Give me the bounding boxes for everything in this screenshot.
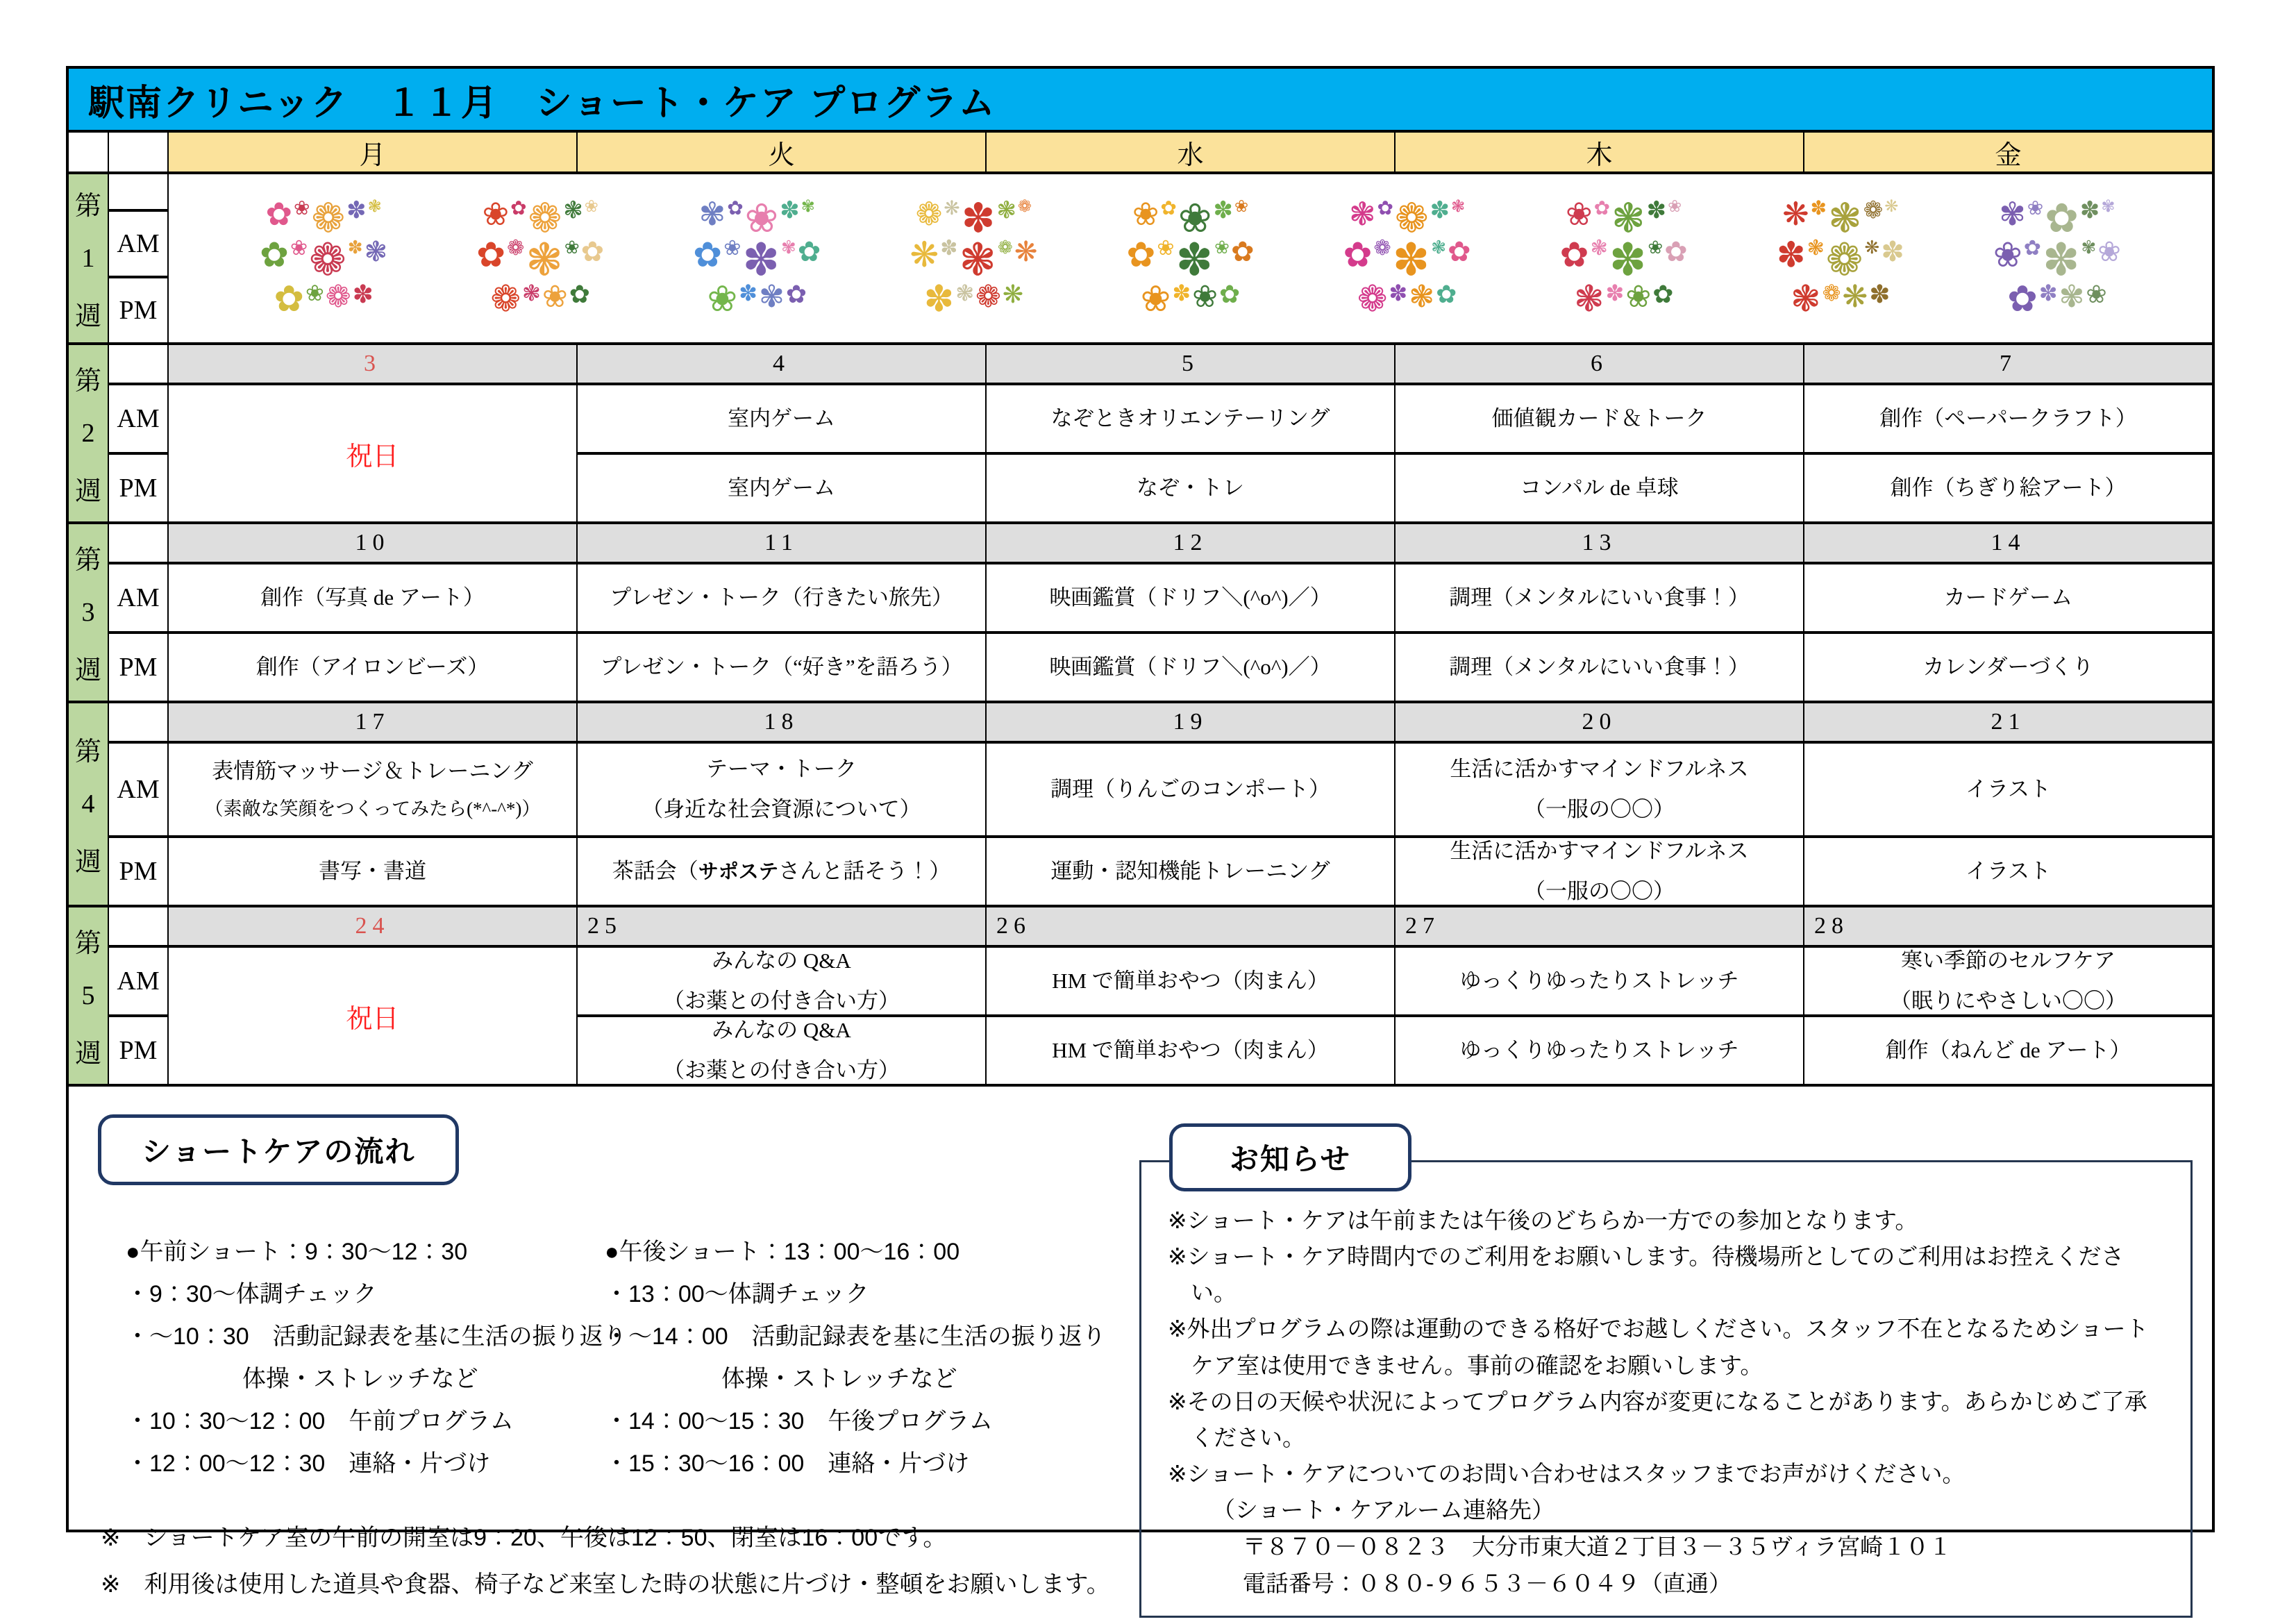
week-4-am-label: AM bbox=[109, 744, 167, 835]
day-header-monday: 月 bbox=[169, 133, 576, 171]
title-bar bbox=[69, 69, 2212, 130]
cell-w4-thu-am: 生活に活かすマインドフルネス （一服の〇〇） bbox=[1396, 744, 1803, 835]
morning-item: ・10：30～12：00 午前プログラム bbox=[126, 1408, 514, 1434]
day-header-tuesday: 火 bbox=[578, 133, 985, 171]
week-2-am-label: AM bbox=[109, 385, 167, 452]
contact-label: （ショート・ケアルーム連絡先） bbox=[1212, 1497, 1555, 1523]
flow-columns bbox=[126, 1232, 1139, 1487]
cell-w3-tue-pm: プレゼン・トーク（“好き”を語ろう） bbox=[578, 634, 985, 701]
holiday-cell-nov24: 祝日 bbox=[169, 948, 576, 1084]
date-27: 27 bbox=[1396, 907, 1803, 945]
autumn-leaves-illustration: ❋ ✽ ❃ ❁ ❋ ✽ ❃ ❁ ❋ ✽ ❃ ❁ ❋ ✽ bbox=[1776, 196, 1904, 320]
week-4-pm-label: PM bbox=[109, 838, 167, 905]
week-5-am-label: AM bbox=[109, 948, 167, 1014]
contact-address: 〒８７０－０８２３ 大分市東大道２丁目３－３５ヴィラ宮崎１０１ bbox=[1243, 1533, 1952, 1559]
date-6: 6 bbox=[1396, 345, 1803, 383]
week-1-am-label: AM bbox=[109, 212, 167, 276]
flow-notes bbox=[101, 1518, 1139, 1599]
week-5-date-spacer bbox=[109, 907, 167, 945]
cell-w3-wed-pm: 映画鑑賞（ドリフ＼(^o^)／） bbox=[987, 634, 1394, 701]
morning-flow-column bbox=[126, 1232, 627, 1487]
camellia-branch-illustration: ❀ ✿ ❃ ✽ ❀ ✿ ❃ ✽ ❀ ✿ ❃ ✽ ❀ ✿ bbox=[1559, 196, 1688, 320]
notice-line: ※その日の天候や状況によってプログラム内容が変更になることがあります。あらかじめご了承ください。 bbox=[1168, 1388, 2147, 1450]
week-5-block bbox=[69, 907, 2212, 1084]
morning-item: ・9：30～体調チェック bbox=[126, 1281, 377, 1307]
date-18: 18 bbox=[578, 703, 985, 741]
cell-w3-fri-pm: カレンダーづくり bbox=[1804, 634, 2212, 701]
cell-w2-wed-pm: なぞ・トレ bbox=[987, 455, 1394, 521]
notice-line: ※ショート・ケアは午前または午後のどちらか一方での参加となります。 bbox=[1168, 1207, 1918, 1233]
cell-w4-tue-am: テーマ・トーク （身近な社会資源について） bbox=[578, 744, 985, 835]
week-3-am-label: AM bbox=[109, 564, 167, 631]
cell-w3-wed-am: 映画鑑賞（ドリフ＼(^o^)／） bbox=[987, 564, 1394, 631]
short-care-flow-section bbox=[98, 1114, 1139, 1618]
date-25: 25 bbox=[578, 907, 985, 945]
week-2-pm-label: PM bbox=[109, 455, 167, 521]
afternoon-flow-column bbox=[605, 1232, 1106, 1487]
cell-w5-fri-pm: 創作（ねんど de アート） bbox=[1804, 1017, 2212, 1084]
week-1-date-spacer bbox=[109, 174, 167, 209]
flow-title-box: ショートケアの流れ bbox=[98, 1114, 459, 1185]
week-3-block bbox=[69, 524, 2212, 701]
cell-w5-thu-am: ゆっくりゆったりストレッチ bbox=[1396, 948, 1803, 1014]
cell-w2-wed-am: なぞときオリエンテーリング bbox=[987, 385, 1394, 452]
pink-red-flower-mix-illustration: ✿ ❀ ❁ ✽ ❃ ✿ ❀ ❁ ✽ ❃ ✿ ❀ ❁ ✽ bbox=[260, 196, 388, 320]
afternoon-item: ・～14：00 活動記録表を基に生活の振り返り bbox=[605, 1323, 1106, 1350]
cell-w3-fri-am: カードゲーム bbox=[1804, 564, 2212, 631]
sapo-sute-bold: サポステ bbox=[698, 860, 779, 883]
afternoon-item-indent: 体操・ストレッチなど bbox=[721, 1366, 957, 1392]
week-5-label: 第 5 週 bbox=[69, 907, 108, 1084]
header-spacer bbox=[109, 133, 167, 171]
afternoon-item: ・14：00～15：30 午後プログラム bbox=[605, 1408, 993, 1434]
cell-w4-mon-am: 表情筋マッサージ＆トレーニング （素敵な笑顔をつくってみたら(*^-^*)） bbox=[169, 744, 576, 835]
morning-item: ・～10：30 活動記録表を基に生活の振り返り bbox=[126, 1323, 627, 1350]
flow-note: ※ 利用後は使用した道具や食器、椅子など来室した時の状態に片づけ・整頓をお願いします。 bbox=[101, 1571, 1110, 1598]
holiday-cell-nov3: 祝日 bbox=[169, 385, 576, 521]
bottom-section bbox=[69, 1087, 2212, 1618]
date-13: 13 bbox=[1396, 524, 1803, 562]
cell-w4-thu-pm: 生活に活かすマインドフルネス （一服の〇〇） bbox=[1396, 838, 1803, 905]
cell-w2-fri-am: 創作（ペーパークラフト） bbox=[1804, 385, 2212, 452]
week-4-label: 第 4 週 bbox=[69, 703, 108, 905]
date-7: 7 bbox=[1804, 345, 2212, 383]
date-10: 10 bbox=[169, 524, 576, 562]
morning-item: ・12：00～12：30 連絡・片づけ bbox=[126, 1450, 491, 1477]
afternoon-item: ・15：30～16：00 連絡・片づけ bbox=[605, 1450, 970, 1477]
notice-title-box: お知らせ bbox=[1169, 1123, 1411, 1191]
week-2-date-spacer bbox=[109, 345, 167, 383]
day-header-wednesday: 水 bbox=[987, 133, 1394, 171]
date-3: 3 bbox=[169, 345, 576, 383]
day-header-row bbox=[69, 133, 2212, 171]
cell-w5-wed-pm: HM で簡単おやつ（肉まん） bbox=[987, 1017, 1394, 1084]
page-frame bbox=[66, 66, 2215, 1598]
cell-w2-thu-pm: コンパル de 卓球 bbox=[1396, 455, 1803, 521]
page-title: 駅南クリニック １１月 ショート・ケア プログラム bbox=[88, 83, 996, 124]
morning-header: ●午前ショート：9：30～12：30 bbox=[126, 1239, 468, 1265]
cell-w4-mon-pm: 書写・書道 bbox=[169, 838, 576, 905]
notice-line: ※外出プログラムの際は運動のできる格好でお越しください。スタッフ不在となるためショートケア室は使用できません。事前の確認をお願いします。 bbox=[1168, 1316, 2149, 1378]
cell-w4-wed-am: 調理（りんごのコンポート） bbox=[987, 744, 1394, 835]
week-2-block bbox=[69, 345, 2212, 521]
date-11: 11 bbox=[578, 524, 985, 562]
week-1-pm-label: PM bbox=[109, 278, 167, 342]
date-12: 12 bbox=[987, 524, 1394, 562]
purple-bellflower-grass-illustration: ✾ ❀ ✿ ✽ ✾ ❀ ✿ ✽ ✾ ❀ ✿ ✽ ✾ ❀ bbox=[1993, 196, 2121, 320]
cell-w3-mon-am: 創作（写真 de アート） bbox=[169, 564, 576, 631]
autumn-chrysanthemum-illustration: ❁ ❋ ✽ ❃ ❁ ❋ ✽ ❃ ❁ ❋ ✽ ❃ ❁ ❋ bbox=[910, 196, 1038, 320]
date-26: 26 bbox=[987, 907, 1394, 945]
date-5: 5 bbox=[987, 345, 1394, 383]
week-3-date-spacer bbox=[109, 524, 167, 562]
contact-phone: 電話番号：０８０-９６５３－６０４９（直通） bbox=[1243, 1570, 1732, 1596]
notice-line: ※ショート・ケア時間内でのご利用をお願いします。待機場所としてのご利用はお控えください。 bbox=[1168, 1244, 2125, 1306]
date-20: 20 bbox=[1396, 703, 1803, 741]
cell-w5-fri-am: 寒い季節のセルフケア （眠りにやさしい〇〇） bbox=[1804, 948, 2212, 1014]
cell-w3-mon-pm: 創作（アイロンビーズ） bbox=[169, 634, 576, 701]
cell-w4-fri-am: イラスト bbox=[1804, 744, 2212, 835]
cell-w4-tue-pm: 茶話会（サポステさんと話そう！） bbox=[578, 838, 985, 905]
day-header-thursday: 木 bbox=[1396, 133, 1803, 171]
day-header-friday: 金 bbox=[1804, 133, 2212, 171]
week-1-block bbox=[69, 174, 2212, 342]
week-5-pm-label: PM bbox=[109, 1017, 167, 1084]
header-spacer bbox=[69, 133, 108, 171]
program-calendar bbox=[69, 69, 2212, 1087]
cell-w5-tue-pm: みんなの Q&A （お薬との付き合い方） bbox=[578, 1017, 985, 1084]
notice-line: ※ショート・ケアについてのお問い合わせはスタッフまでお声がけください。 bbox=[1168, 1460, 1966, 1487]
notice-section bbox=[1139, 1143, 2193, 1618]
date-28: 28 bbox=[1804, 907, 2212, 945]
cell-w3-tue-am: プレゼン・トーク（行きたい旅先） bbox=[578, 564, 985, 631]
flow-note: ※ ショートケア室の午前の開室は9：20、午後は12：50、閉室は16：00です。 bbox=[101, 1525, 947, 1551]
cell-w4-wed-pm: 運動・認知機能トレーニング bbox=[987, 838, 1394, 905]
week-3-label: 第 3 週 bbox=[69, 524, 108, 701]
week-3-pm-label: PM bbox=[109, 634, 167, 701]
cell-w2-fri-pm: 創作（ちぎり絵アート） bbox=[1804, 455, 2212, 521]
afternoon-header: ●午後ショート：13：00～16：00 bbox=[605, 1239, 960, 1265]
week-4-date-spacer bbox=[109, 703, 167, 741]
red-peony-bouquet-illustration: ❀ ✿ ❁ ❃ ❀ ✿ ❁ ❃ ❀ ✿ ❁ ❃ ❀ ✿ bbox=[476, 196, 605, 320]
colorful-dahlia-mix-illustration: ❃ ✿ ❁ ✽ ❃ ✿ ❁ ✽ ❃ ✿ ❁ ✽ ❃ ✿ bbox=[1343, 196, 1471, 320]
orange-marigold-bouquet-illustration: ❀ ✿ ❀ ✽ ❀ ✿ ❀ ✽ ❀ ✿ ❀ ✽ ❀ ✿ bbox=[1126, 196, 1255, 320]
cell-w5-tue-am: みんなの Q&A （お薬との付き合い方） bbox=[578, 948, 985, 1014]
cell-w3-thu-am: 調理（メンタルにいい食事！） bbox=[1396, 564, 1803, 631]
date-21: 21 bbox=[1804, 703, 2212, 741]
date-14: 14 bbox=[1804, 524, 2212, 562]
cell-w5-thu-pm: ゆっくりゆったりストレッチ bbox=[1396, 1017, 1803, 1084]
date-24: 24 bbox=[169, 907, 576, 945]
cell-w4-fri-pm: イラスト bbox=[1804, 838, 2212, 905]
morning-item-indent: 体操・ストレッチなど bbox=[242, 1366, 478, 1392]
afternoon-item: ・13：00～体調チェック bbox=[605, 1281, 869, 1307]
cell-w2-tue-am: 室内ゲーム bbox=[578, 385, 985, 452]
week-2-label: 第 2 週 bbox=[69, 345, 108, 521]
cell-w2-thu-am: 価値観カード＆トーク bbox=[1396, 385, 1803, 452]
week-1-label: 第 1 週 bbox=[69, 174, 108, 342]
date-4: 4 bbox=[578, 345, 985, 383]
date-17: 17 bbox=[169, 703, 576, 741]
cell-w2-tue-pm: 室内ゲーム bbox=[578, 455, 985, 521]
cell-w5-wed-am: HM で簡単おやつ（肉まん） bbox=[987, 948, 1394, 1014]
date-19: 19 bbox=[987, 703, 1394, 741]
cell-w3-thu-pm: 調理（メンタルにいい食事！） bbox=[1396, 634, 1803, 701]
week-4-block bbox=[69, 703, 2212, 905]
blue-purple-bellflower-illustration: ✾ ✿ ❀ ✽ ✾ ✿ ❀ ✽ ✾ ✿ ❀ ✽ ✾ ✿ bbox=[693, 196, 821, 320]
week-1-flower-illustrations bbox=[169, 174, 2212, 342]
